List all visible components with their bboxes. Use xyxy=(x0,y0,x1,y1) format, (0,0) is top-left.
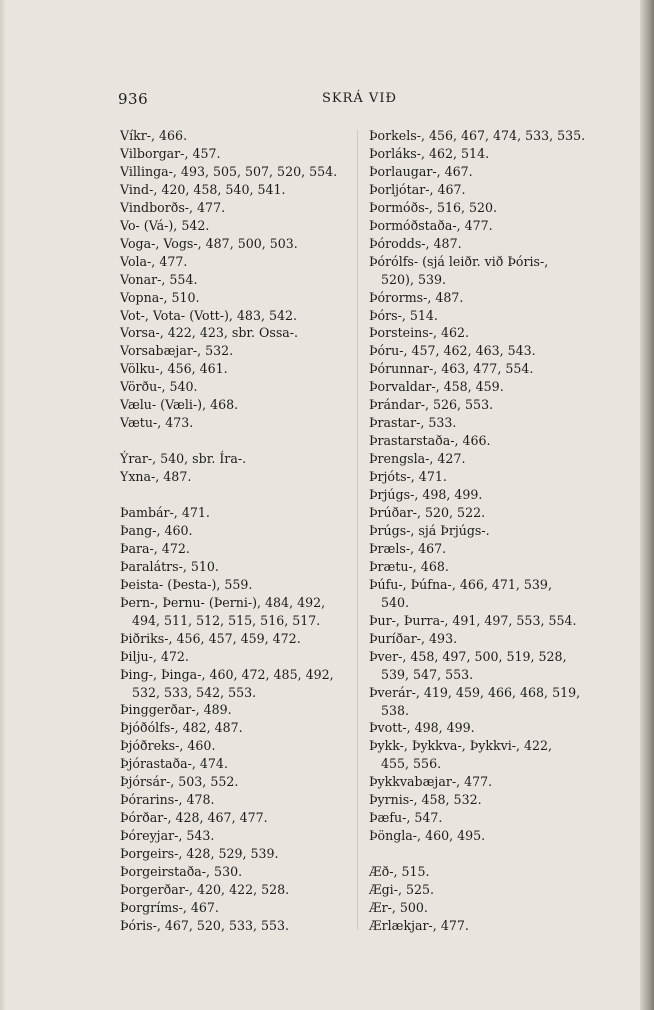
index-entry-continuation: 540. xyxy=(381,594,410,610)
index-column-right xyxy=(369,127,609,935)
index-entry: Þver-, 458, 497, 500, 519, 528, xyxy=(369,648,567,664)
index-entry: Vopna-, 510. xyxy=(120,289,200,305)
index-entry: Þykkvabæjar-, 477. xyxy=(369,774,493,790)
index-entry: Þilju-, 472. xyxy=(120,648,189,664)
index-entry: Þrúðar-, 520, 522. xyxy=(369,505,486,521)
index-entry: Þúfu-, Þúfna-, 466, 471, 539, xyxy=(369,576,552,592)
index-entry: Þjóðreks-, 460. xyxy=(120,738,216,754)
page-edge-right xyxy=(640,0,654,1010)
index-entry-continuation: 494, 511, 512, 515, 516, 517. xyxy=(132,612,321,628)
index-entry: Vo- (Vá-), 542. xyxy=(120,217,210,233)
index-entry: Þrengsla-, 427. xyxy=(369,451,466,467)
index-entry: Þjórsár-, 503, 552. xyxy=(120,774,239,790)
index-entry-continuation: 539, 547, 553. xyxy=(381,666,474,682)
index-entry: Þambár-, 471. xyxy=(120,504,210,520)
running-head: SKRÁ VIÐ xyxy=(322,91,397,106)
index-entry: Þing-, Þinga-, 460, 472, 485, 492, xyxy=(120,666,334,682)
index-entry: Þorlaugar-, 467. xyxy=(369,163,473,179)
index-entry: Þuríðar-, 493. xyxy=(369,630,458,646)
index-entry: Ægi-, 525. xyxy=(369,882,434,898)
page-number: 936 xyxy=(118,90,149,108)
index-entry: Þórorms-, 487. xyxy=(369,289,464,305)
index-entry: Þorláks-, 462, 514. xyxy=(369,145,490,161)
index-entry: Þórðar-, 428, 467, 477. xyxy=(120,810,268,826)
index-entry: Þorgerðar-, 420, 422, 528. xyxy=(120,882,290,897)
index-entry: Þorgeirstaða-, 530. xyxy=(120,864,243,880)
index-entry: Æð-, 515. xyxy=(369,864,430,880)
index-entry: Yxna-, 487. xyxy=(120,469,192,485)
index-entry: Þóris-, 467, 520, 533, 553. xyxy=(120,917,290,933)
index-entry: Þang-, 460. xyxy=(120,522,193,538)
index-entry: Þykk-, Þykkva-, Þykkvi-, 422, xyxy=(369,738,553,754)
index-entry: Þórarins-, 478. xyxy=(120,792,215,808)
index-entry: Þverár-, 419, 459, 466, 468, 519, xyxy=(369,684,581,700)
index-entry: Vorsabæjar-, 532. xyxy=(120,343,234,359)
index-entry: Þur-, Þurra-, 491, 497, 553, 554. xyxy=(369,612,577,628)
index-entry: Vindborðs-, 477. xyxy=(120,199,226,215)
index-entry: Þræls-, 467. xyxy=(369,540,447,556)
index-entry-continuation: 538. xyxy=(381,702,410,718)
index-entry: Þinggerðar-, 489. xyxy=(120,702,232,718)
index-entry: Þvott-, 498, 499. xyxy=(369,720,475,736)
index-entry: Vola-, 477. xyxy=(120,253,188,269)
index-entry: Vilborgar-, 457. xyxy=(120,145,221,161)
index-entry: Þrjóts-, 471. xyxy=(369,469,447,485)
index-entry: Þormóðs-, 516, 520. xyxy=(369,199,498,215)
index-entry: Vörðu-, 540. xyxy=(120,379,198,395)
section-gap xyxy=(120,486,352,504)
column-divider xyxy=(357,130,358,930)
index-entry: Þrastarstaða-, 466. xyxy=(369,433,491,449)
index-entry: Þórs-, 514. xyxy=(369,307,438,323)
index-entry: Þyrnis-, 458, 532. xyxy=(369,792,482,808)
index-entry: Vind-, 420, 458, 540, 541. xyxy=(120,181,286,197)
index-entry: Þorkels-, 456, 467, 474, 533, 535. xyxy=(369,128,586,143)
index-entry: Vorsa-, 422, 423, sbr. Ossa-. xyxy=(120,325,299,341)
index-entry: Ær-, 500. xyxy=(369,899,428,915)
index-entry: Vot-, Vota- (Vott-), 483, 542. xyxy=(120,307,298,323)
index-entry: Þæfu-, 547. xyxy=(369,810,443,826)
index-entry: Þorgríms-, 467. xyxy=(120,899,219,915)
index-entry: Vætu-, 473. xyxy=(120,415,194,431)
index-entry: Þeista- (Þesta-), 559. xyxy=(120,576,253,592)
index-entry: Þiðriks-, 456, 457, 459, 472. xyxy=(120,630,301,646)
index-entry: Þrjúgs-, 498, 499. xyxy=(369,487,483,503)
index-entry: Þormóðstaða-, 477. xyxy=(369,217,493,233)
section-gap xyxy=(120,432,352,450)
index-entry: Voga-, Vogs-, 487, 500, 503. xyxy=(120,235,298,251)
index-entry-continuation: 455, 556. xyxy=(381,756,442,772)
index-entry: Þorgeirs-, 428, 529, 539. xyxy=(120,846,279,862)
index-entry: Þara-, 472. xyxy=(120,540,190,556)
index-entry: Þórólfs- (sjá leiðr. við Þóris-, xyxy=(369,253,549,269)
index-entry: Þórodds-, 487. xyxy=(369,235,462,251)
section-gap xyxy=(369,845,609,863)
index-entry-continuation: 520), 539. xyxy=(381,271,446,287)
index-entry: Vonar-, 554. xyxy=(120,271,198,287)
index-entry: Vælu- (Væli-), 468. xyxy=(120,397,239,413)
index-entry: Þrastar-, 533. xyxy=(369,415,457,431)
index-entry: Ýrar-, 540, sbr. Íra-. xyxy=(120,451,247,467)
index-entry: Þöngla-, 460, 495. xyxy=(369,828,486,844)
index-entry: Þjórastaða-, 474. xyxy=(120,756,228,772)
index-entry: Þern-, Þernu- (Þerni-), 484, 492, xyxy=(120,594,326,610)
index-column-left xyxy=(120,127,352,935)
index-entry: Þorvaldar-, 458, 459. xyxy=(369,379,504,395)
index-entry: Þóru-, 457, 462, 463, 543. xyxy=(369,343,536,359)
index-entry: Þorsteins-, 462. xyxy=(369,325,469,341)
index-entry: Þorljótar-, 467. xyxy=(369,181,466,197)
index-entry: Þjóðólfs-, 482, 487. xyxy=(120,720,243,736)
index-entry: Víkr-, 466. xyxy=(120,128,188,143)
index-entry: Villinga-, 493, 505, 507, 520, 554. xyxy=(120,163,338,179)
index-entry: Völku-, 456, 461. xyxy=(120,361,228,377)
index-entry: Ærlækjar-, 477. xyxy=(369,917,469,933)
index-entry: Þaralátrs-, 510. xyxy=(120,558,219,574)
index-entry: Þóreyjar-, 543. xyxy=(120,828,215,844)
index-entry: Þórunnar-, 463, 477, 554. xyxy=(369,361,534,377)
page-edge-left xyxy=(0,0,6,1010)
index-entry-continuation: 532, 533, 542, 553. xyxy=(132,684,257,700)
index-entry: Þrándar-, 526, 553. xyxy=(369,397,494,413)
index-entry: Þrætu-, 468. xyxy=(369,558,449,574)
index-entry: Þrúgs-, sjá Þrjúgs-. xyxy=(369,522,490,538)
